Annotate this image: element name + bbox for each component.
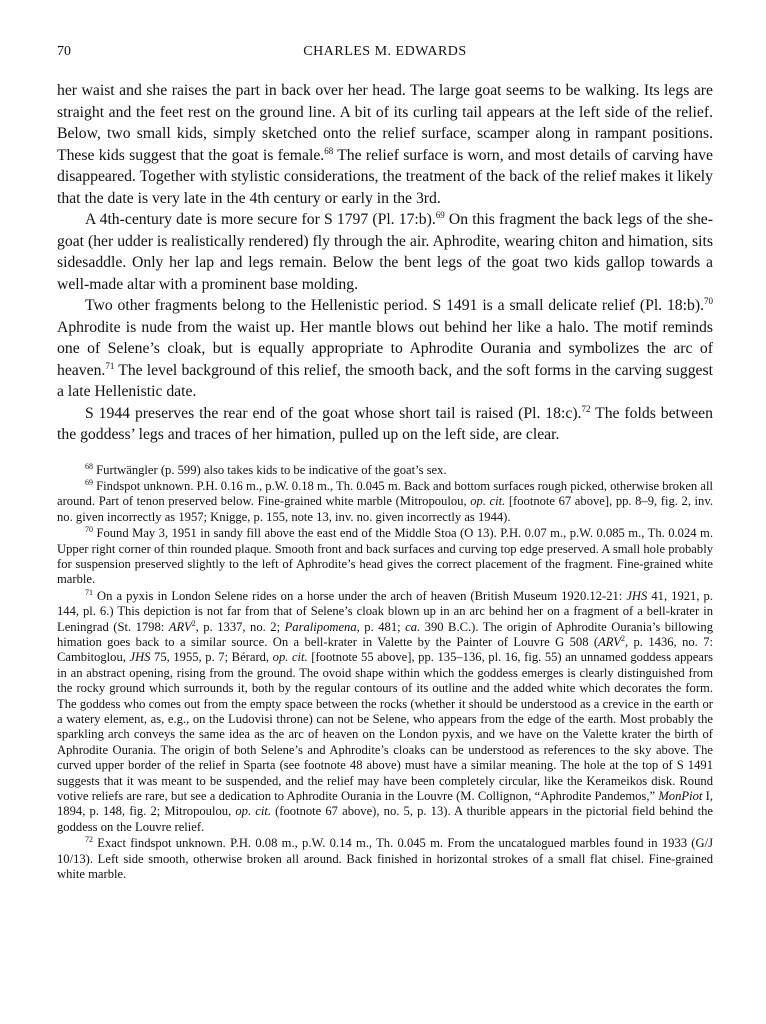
page-header: [57, 44, 713, 74]
text-run: , p. 1337, no. 2;: [195, 619, 285, 634]
italic-text: op. cit.: [272, 650, 308, 665]
italic-text: ARV: [598, 634, 621, 649]
running-head: CHARLES M. EDWARDS: [303, 44, 467, 59]
note-reference: 2: [620, 633, 625, 643]
note-reference: 68: [324, 145, 334, 156]
text-run: A 4th-century date is more secure for S 1797 (Pl. 17:b).: [85, 211, 436, 228]
italic-text: op. cit.: [235, 804, 271, 819]
italic-text: JHS: [626, 588, 648, 603]
text-run: S 1944 preserves the rear end of the goat whose short tail is raised (Pl. 18:c).: [85, 404, 582, 422]
footnote: [57, 526, 713, 588]
text-run: Aphrodite is nude from the waist up. Her mantle blows out behind her like a halo. The motif reminds one of Selene’s cloak, but is equally appropriate to Aphrodite Ourania and symbolizes the arc of heaven.: [57, 318, 713, 379]
italic-text: ARV: [168, 619, 192, 634]
text-run: Exact findspot unknown. P.H. 0.08 m., p.W. 0.14 m., Th. 0.045 m. From the uncatalogued marbles found in 1933 (G/J 10/13). Left side smooth, otherwise broken all around. Back finished in horizontal strokes of a small flat chisel. Fine-grained white marble.: [57, 836, 713, 882]
note-reference: 71: [105, 360, 115, 371]
note-reference: 71: [85, 587, 93, 597]
note-reference: 68: [85, 461, 93, 471]
italic-text: Paralipomena: [284, 619, 357, 634]
note-reference: 69: [85, 477, 93, 487]
text-run: On a pyxis in London Selene rides on a horse under the arch of heaven (British Museum 1920.12-21:: [93, 588, 627, 603]
body-paragraph: [57, 80, 713, 209]
footnote: [57, 463, 713, 478]
body-paragraph: [57, 295, 713, 403]
text-run: (footnote 67 above), no. 5, p. 13). A thurible appears in the pictorial field behind the goddess on the Louvre relief.: [57, 804, 713, 834]
note-reference: 69: [435, 210, 445, 220]
note-reference: 72: [581, 403, 591, 414]
footnotes: [57, 463, 713, 883]
text-run: I, 1894, p. 148, fig. 2; Mitropoulou,: [57, 789, 713, 819]
text-run: On this fragment the back legs of the she-goat (her udder is realistically rendered) fly through the air. Aphrodite, wearing chiton and himation, sits sidesaddle. Only her lap and legs remain. Below the bent legs of the goat two kids gallop towards a well-made altar with a prominent base molding.: [57, 211, 713, 293]
footnote: [57, 479, 713, 525]
note-reference: 2: [191, 618, 196, 628]
text-run: , p. 1436, no. 7: Cambitoglou,: [57, 634, 714, 665]
note-reference: 70: [85, 525, 93, 535]
italic-text: JHS: [129, 650, 151, 665]
text-run: 41, 1921, p. 144, pl. 6.) This depiction is not far from that of Selene’s cloak blown up in an arc behind her on a fragment of a bell-krater in Leningrad (St. 1798:: [57, 588, 713, 634]
text-run: The folds between the goddess’ legs and traces of her himation, pulled up on the left side, are clear.: [57, 404, 713, 443]
text-run: her waist and she raises the part in back over her head. The large goat seems to be walking. Its legs are straight and the feet rest on the ground line. A bit of its curling tail appears at the left side of the relief. Below, two small kids, simply sketched onto the relief surface, scamper along in rampant positions. These kids suggest that the goat is female.: [57, 82, 713, 164]
text-run: , p. 481;: [356, 619, 406, 634]
body-paragraph: [57, 403, 713, 446]
text-run: The relief surface is worn, and most details of carving have disappeared. Together with stylistic considerations, the treatment of the back of the relief makes it likely that the date is very late in the 4th century or early in the 3rd.: [57, 146, 713, 207]
footnote: [57, 589, 713, 836]
text-run: Two other fragments belong to the Hellenistic period. S 1491 is a small delicate relief (Pl. 18:b).: [85, 297, 704, 314]
text-run: [footnote 55 above], pp. 135–136, pl. 16, fig. 55) an unnamed goddess appears in an abstract opening, rising from the ground. The ovoid shape within which the goddess emerges is clearly distinguished from the rocky ground which surrounds it, both by the regular contours of its outline and the added white which decorates the form. The goddess who comes out from the empty space between the rocks (whether it should be understood as a crevice in the earth or a watery element, as, e.g., on the Ludovisi throne) can not be Selene, who appears from the edge of the earth. Most probably the sparkling arch conveys the same idea as the arc of heaven on the London pyxis, and we have on the Valette krater the birth of Aphrodite Ourania. The origin of both Selene’s and Aphrodite’s cloaks can be understood as references to the sky above. The curved upper border of the relief in Sparta (see footnote 48 above) must have a similar meaning. The hole at the top of S 1491 suggests that it was meant to be suspended, and the relief may have been completely circular, like the Kerameikos disk. Round votive reliefs are rare, but see a dedication to Aphrodite Ourania in the Louvre (M. Collignon, “Aphrodite Pandemos,”: [57, 650, 713, 804]
text-run: The level background of this relief, the smooth back, and the soft forms in the carving suggest a late Hellenistic date.: [57, 361, 713, 400]
body-paragraph: [57, 209, 713, 295]
page: [57, 44, 713, 883]
note-reference: 70: [704, 296, 713, 306]
text-run: Findspot unknown. P.H. 0.16 m., p.W. 0.18 m., Th. 0.045 m. Back and bottom surfaces rough picked, otherwise broken all around. Part of tenon preserved below. Fine-grained white marble (Mitropoulou,: [57, 478, 713, 509]
text-run: Furtwängler (p. 599) also takes kids to be indicative of the goat’s sex.: [93, 462, 447, 477]
note-reference: 72: [85, 835, 93, 845]
text-run: 390 B.C.). The origin of Aphrodite Ourania’s billowing himation goes back to a similar source. On a bell-krater in Valette by the Painter of Louvre G 508 (: [57, 619, 713, 649]
body-text: [57, 80, 713, 446]
text-run: 75, 1955, p. 7; Bérard,: [150, 650, 273, 665]
italic-text: op. cit.: [470, 494, 506, 509]
text-run: [footnote 67 above], pp. 8–9, fig. 2, inv. no. given incorrectly as 1957; Knigge, p. 155, note 13, inv. no. given incorrectly as 1944).: [57, 494, 713, 524]
italic-text: MonPiot: [658, 789, 703, 804]
page-number: 70: [57, 44, 71, 59]
italic-text: ca.: [405, 619, 421, 634]
text-run: Found May 3, 1951 in sandy fill above the east end of the Middle Stoa (O 13). P.H. 0.07 m., p.W. 0.085 m., Th. 0.024 m. Upper right corner of thin rounded plaque. Smooth front and back surfaces and curving top edge preserved. A small hole probably for suspension preserved slightly to the left of Aphrodite’s head gives the correct placement of the fragment. Fine-grained white marble.: [57, 526, 713, 587]
footnote: [57, 836, 713, 882]
